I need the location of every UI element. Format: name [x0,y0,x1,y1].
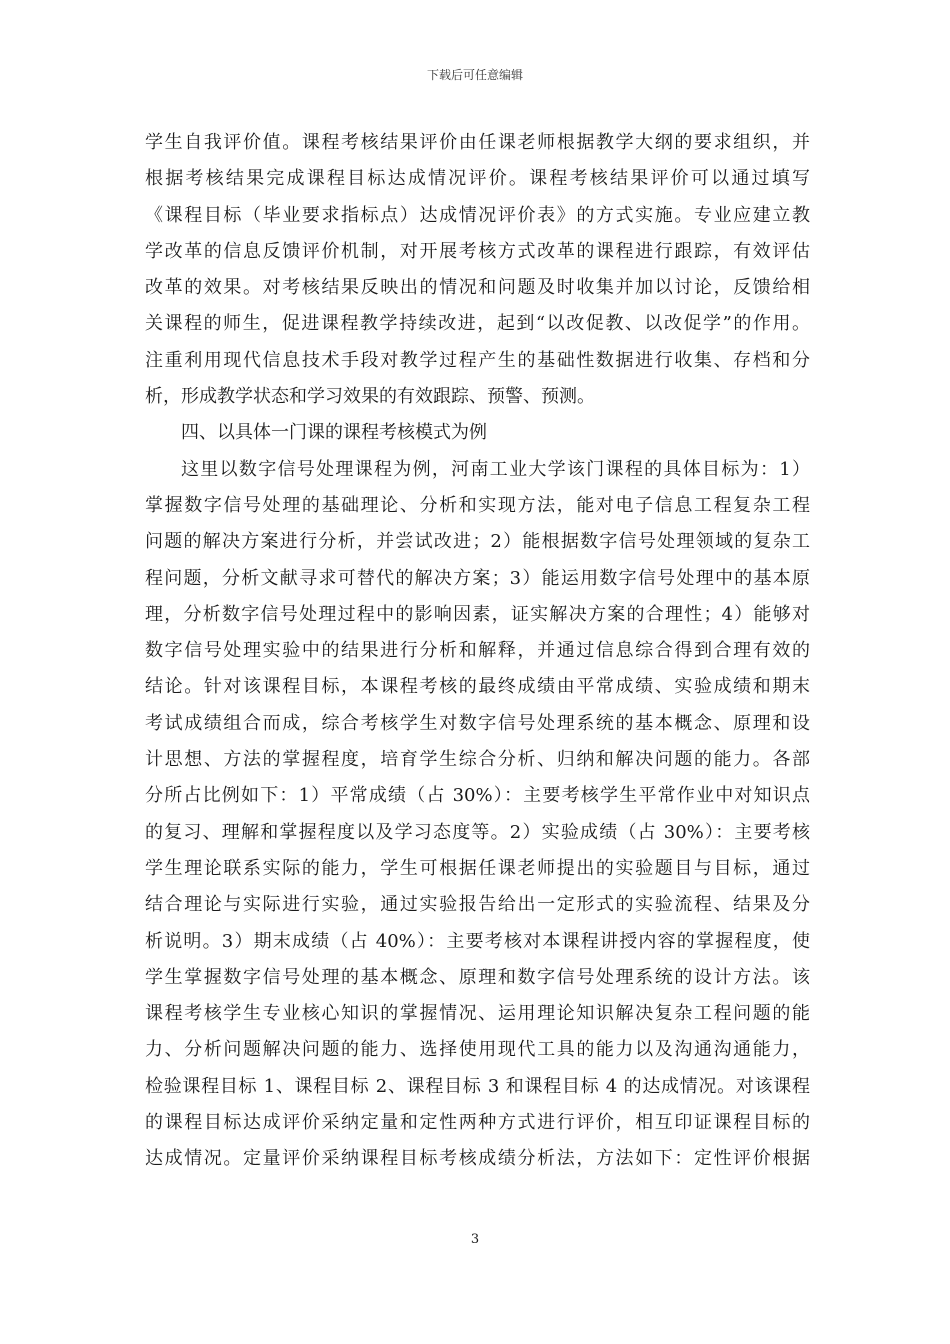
paragraph-line: 数字信号处理实验中的结果进行分析和解释，并通过信息综合得到合理有效的 [145,640,810,662]
paragraph-line: 问题的解决方案进行分析，并尝试改进；2）能根据数字信号处理领域的复杂工 [145,531,810,553]
paragraph-line: 理，分析数字信号处理过程中的影响因素，证实解决方案的合理性；4）能够对 [145,603,810,625]
paragraph-line: 这里以数字信号处理课程为例，河南工业大学该门课程的具体目标为：1） [181,458,810,480]
paragraph-line: 计思想、方法的掌握程度，培育学生综合分析、归纳和解决问题的能力。各部 [145,749,810,771]
page-header: 下载后可任意编辑 [426,68,523,82]
paragraph-line: 课程考核学生专业核心知识的掌握情况、运用理论知识解决复杂工程问题的能 [145,1003,810,1025]
paragraph-line: 程问题，分析文献寻求可替代的解决方案；3）能运用数字信号处理中的基本原 [145,567,810,589]
paragraph-line: 注重利用现代信息技术手段对教学过程产生的基础性数据进行收集、存档和分 [145,349,810,371]
paragraph-line: 学改革的信息反馈评价机制，对开展考核方式改革的课程进行跟踪，有效评估 [145,240,810,262]
document-body [145,125,810,1178]
paragraph-line: 结论。针对该课程目标，本课程考核的最终成绩由平常成绩、实验成绩和期末 [145,676,810,698]
paragraph-line: 达成情况。定量评价采纳课程目标考核成绩分析法，方法如下：定性评价根据 [145,1148,810,1170]
paragraph-line: 改革的效果。对考核结果反映出的情况和问题及时收集并加以讨论，反馈给相 [145,277,810,299]
paragraph-line: 关课程的师生，促进课程教学持续改进，起到“以改促教、以改促学”的作用。 [145,313,810,335]
paragraph-line: 掌握数字信号处理的基础理论、分析和实现方法，能对电子信息工程复杂工程 [145,494,810,516]
paragraph-line: 学生理论联系实际的能力，学生可根据任课老师提出的实验题目与目标，通过 [145,857,810,879]
section-heading: 四、以具体一门课的课程考核模式为例 [181,422,487,444]
paragraph-line: 分所占比例如下：1）平常成绩（占 30%）：主要考核学生平常作业中对知识点 [145,785,810,807]
paragraph-line: 根据考核结果完成课程目标达成情况评价。课程考核结果评价可以通过填写 [145,168,810,190]
paragraph-line: 力、分析问题解决问题的能力、选择使用现代工具的能力以及沟通沟通能力， [145,1039,810,1061]
paragraph-line: 析，形成教学状态和学习效果的有效跟踪、预警、预测。 [145,386,595,408]
paragraph-line: 的复习、理解和掌握程度以及学习态度等。2）实验成绩（占 30%）：主要考核 [145,821,810,843]
page-number: 3 [470,1232,480,1247]
paragraph-line: 《课程目标（毕业要求指标点）达成情况评价表》的方式实施。专业应建立教 [145,204,810,226]
paragraph-line: 学生掌握数字信号处理的基本概念、原理和数字信号处理系统的设计方法。该 [145,966,810,988]
paragraph-line: 结合理论与实际进行实验，通过实验报告给出一定形式的实验流程、结果及分 [145,894,810,916]
paragraph-line: 析说明。3）期末成绩（占 40%）：主要考核对本课程讲授内容的掌握程度，使 [145,930,810,952]
paragraph-line: 学生自我评价值。课程考核结果评价由任课老师根据教学大纲的要求组织，并 [145,132,810,153]
paragraph-line: 的课程目标达成评价采纳定量和定性两种方式进行评价，相互印证课程目标的 [145,1112,810,1134]
paragraph-line: 检验课程目标 1、课程目标 2、课程目标 3 和课程目标 4 的达成情况。对该课程 [145,1075,810,1097]
paragraph-line: 考试成绩组合而成，综合考核学生对数字信号处理系统的基本概念、原理和设 [145,712,810,734]
